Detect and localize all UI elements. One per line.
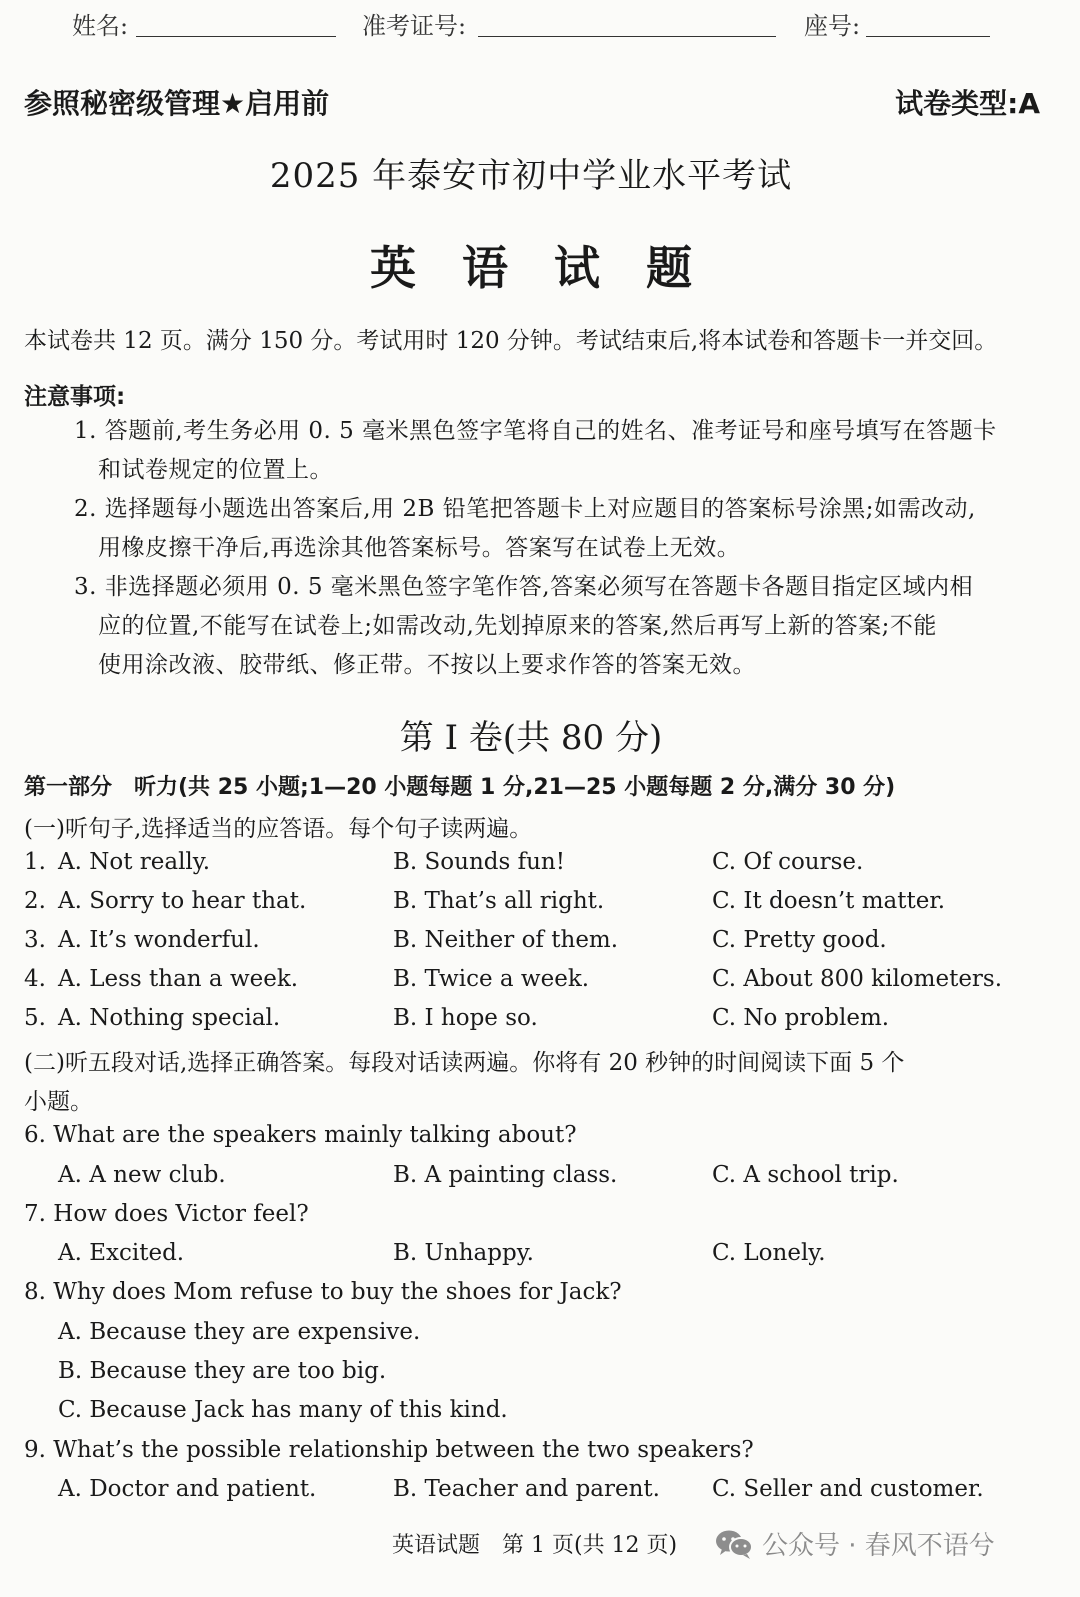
question-number: 1.: [24, 849, 46, 875]
option-a: A. Not really.: [58, 849, 211, 875]
question-8: 8. Why does Mom refuse to buy the shoes for Jack?: [24, 1279, 622, 1305]
exam-number-label: 准考证号:: [362, 12, 467, 40]
option-b: B. Sounds fun!: [393, 849, 565, 875]
option-c: C. No problem.: [712, 1005, 890, 1031]
question-number: 2.: [24, 888, 46, 914]
note-line-7: 使用涂改液、胶带纸、修正带。不按以上要求作答的答案无效。: [98, 652, 756, 678]
question-6: 6. What are the speakers mainly talking about?: [24, 1122, 577, 1148]
volume-title: 第 Ⅰ 卷(共 80 分): [399, 718, 663, 758]
q8-option-b: B. Because they are too big.: [58, 1358, 387, 1384]
option-c: C. Of course.: [712, 849, 864, 875]
q7-option-a: A. Excited.: [58, 1240, 185, 1266]
seat-label: 座号:: [804, 12, 861, 40]
option-b: B. Twice a week.: [393, 966, 590, 992]
note-line-3: 2. 选择题每小题选出答案后,用 2B 铅笔把答题卡上对应题目的答案标号涂黑;如需改动,: [74, 496, 976, 522]
q6-option-b: B. A painting class.: [393, 1162, 618, 1188]
exam-title: 2025 年泰安市初中学业水平考试: [269, 156, 793, 196]
option-a: A. It’s wonderful.: [58, 927, 260, 953]
subject-title: 英 语 试 题: [370, 241, 692, 295]
q7-option-b: B. Unhappy.: [393, 1240, 534, 1266]
note-line-5: 3. 非选择题必须用 0. 5 毫米黑色签字笔作答,答案必须写在答题卡各题目指定区域内相: [74, 574, 974, 600]
q8-option-a: A. Because they are expensive.: [58, 1319, 421, 1345]
question-7: 7. How does Victor feel?: [24, 1201, 309, 1227]
question-number: 3.: [24, 927, 46, 953]
section2-instruction: (二)听五段对话,选择正确答案。每段对话读两遍。你将有 20 秒钟的时间阅读下面 5 个: [24, 1050, 905, 1076]
q9-option-a: A. Doctor and patient.: [58, 1476, 317, 1502]
seat-line: [866, 36, 990, 37]
intro-text: 本试卷共 12 页。满分 150 分。考试用时 120 分钟。考试结束后,将本试卷和答题卡一并交回。: [24, 328, 998, 354]
wechat-icon: [714, 1528, 754, 1560]
option-a: A. Nothing special.: [58, 1005, 281, 1031]
paper-type: 试卷类型:A: [895, 87, 1040, 120]
part1-title: 第一部分 听力(共 25 小题;1—20 小题每题 1 分,21—25 小题每题 2 分,满分 30 分): [24, 775, 896, 800]
notes-title: 注意事项:: [24, 384, 126, 410]
option-a: A. Sorry to hear that.: [58, 888, 307, 914]
q7-option-c: C. Lonely.: [712, 1240, 826, 1266]
question-number: 5.: [24, 1005, 46, 1031]
note-line-4: 用橡皮擦干净后,再选涂其他答案标号。答案写在试卷上无效。: [98, 535, 741, 561]
page-footer: 英语试题 第 1 页(共 12 页): [392, 1533, 678, 1558]
section2-instruction-cont: 小题。: [24, 1089, 93, 1115]
question-number: 4.: [24, 966, 46, 992]
section1-instruction: (一)听句子,选择适当的应答语。每个句子读两遍。: [24, 816, 533, 842]
option-c: C. About 800 kilometers.: [712, 966, 1003, 992]
watermark-text: 公众号 · 春风不语兮: [762, 1531, 995, 1561]
q6-option-c: C. A school trip.: [712, 1162, 899, 1188]
q8-option-c: C. Because Jack has many of this kind.: [58, 1397, 508, 1423]
option-c: C. Pretty good.: [712, 927, 887, 953]
q9-option-c: C. Seller and customer.: [712, 1476, 984, 1502]
q9-option-b: B. Teacher and parent.: [393, 1476, 660, 1502]
note-line-1: 1. 答题前,考生务必用 0. 5 毫米黑色签字笔将自己的姓名、准考证号和座号填写在答题卡: [74, 418, 997, 444]
option-b: B. I hope so.: [393, 1005, 538, 1031]
q6-option-a: A. A new club.: [58, 1162, 226, 1188]
option-c: C. It doesn’t matter.: [712, 888, 946, 914]
exam-number-line: [478, 36, 776, 37]
option-b: B. That’s all right.: [393, 888, 605, 914]
name-line: [136, 36, 336, 37]
note-line-2: 和试卷规定的位置上。: [98, 457, 333, 483]
watermark: [714, 1525, 995, 1562]
secrecy-notice: 参照秘密级管理★启用前: [24, 87, 330, 120]
option-a: A. Less than a week.: [58, 966, 299, 992]
question-9: 9. What’s the possible relationship between the two speakers?: [24, 1437, 754, 1463]
note-line-6: 应的位置,不能写在试卷上;如需改动,先划掉原来的答案,然后再写上新的答案;不能: [98, 613, 937, 639]
option-b: B. Neither of them.: [393, 927, 619, 953]
name-label: 姓名:: [72, 12, 129, 40]
